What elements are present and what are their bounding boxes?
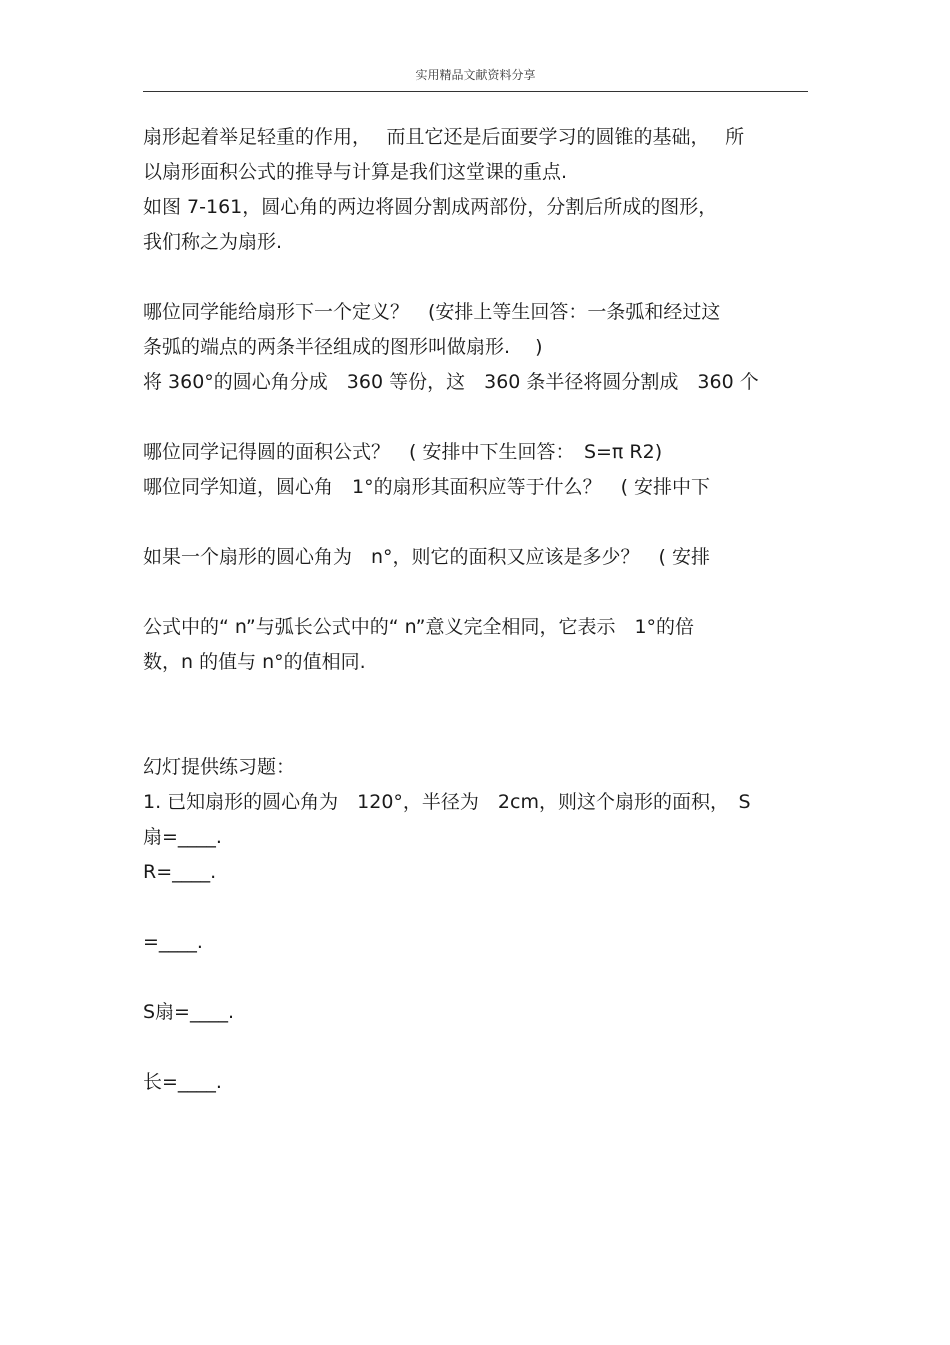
text-line: 我们称之为扇形. [143,231,283,253]
text-line: 幻灯提供练习题： [143,756,296,778]
text-line: 数，n 的值与 n°的值相同. [143,651,366,673]
text-line: S扇=____. [143,1001,235,1023]
text-line: 如图 7-161，圆心角的两边将圆分割成两部份，分割后所成的图形， [143,196,718,218]
text-line: 哪位同学能给扇形下一个定义？ (安排上等生回答：一条弧和经过这 [143,301,721,323]
text-line: 长=____. [143,1071,222,1093]
page-header: 实用精品文献资料分享 [415,68,536,82]
header-divider [143,91,808,92]
text-line: 哪位同学知道，圆心角 1°的扇形其面积应等于什么？ ( 安排中下 [143,476,711,498]
text-line: 将 360°的圆心角分成 360 等份，这 360 条半径将圆分割成 360 个 [143,371,759,393]
text-line: 公式中的“ n”与弧长公式中的“ n”意义完全相同，它表示 1°的倍 [143,616,695,638]
text-line: R=____. [143,861,217,883]
text-line: 1. 已知扇形的圆心角为 120°，半径为 2cm，则这个扇形的面积， S [143,791,751,813]
text-line: 扇=____. [143,826,222,848]
text-line: 如果一个扇形的圆心角为 n°，则它的面积又应该是多少？ ( 安排 [143,546,710,568]
text-line: =____. [143,931,203,953]
text-line: 哪位同学记得圆的面积公式？ ( 安排中下生回答： S=π R2) [143,441,663,463]
text-line: 扇形起着举足轻重的作用， 而且它还是后面要学习的圆锥的基础， 所 [143,126,745,148]
text-line: 条弧的端点的两条半径组成的图形叫做扇形. ) [143,336,543,358]
text-line: 以扇形面积公式的推导与计算是我们这堂课的重点. [143,161,568,183]
